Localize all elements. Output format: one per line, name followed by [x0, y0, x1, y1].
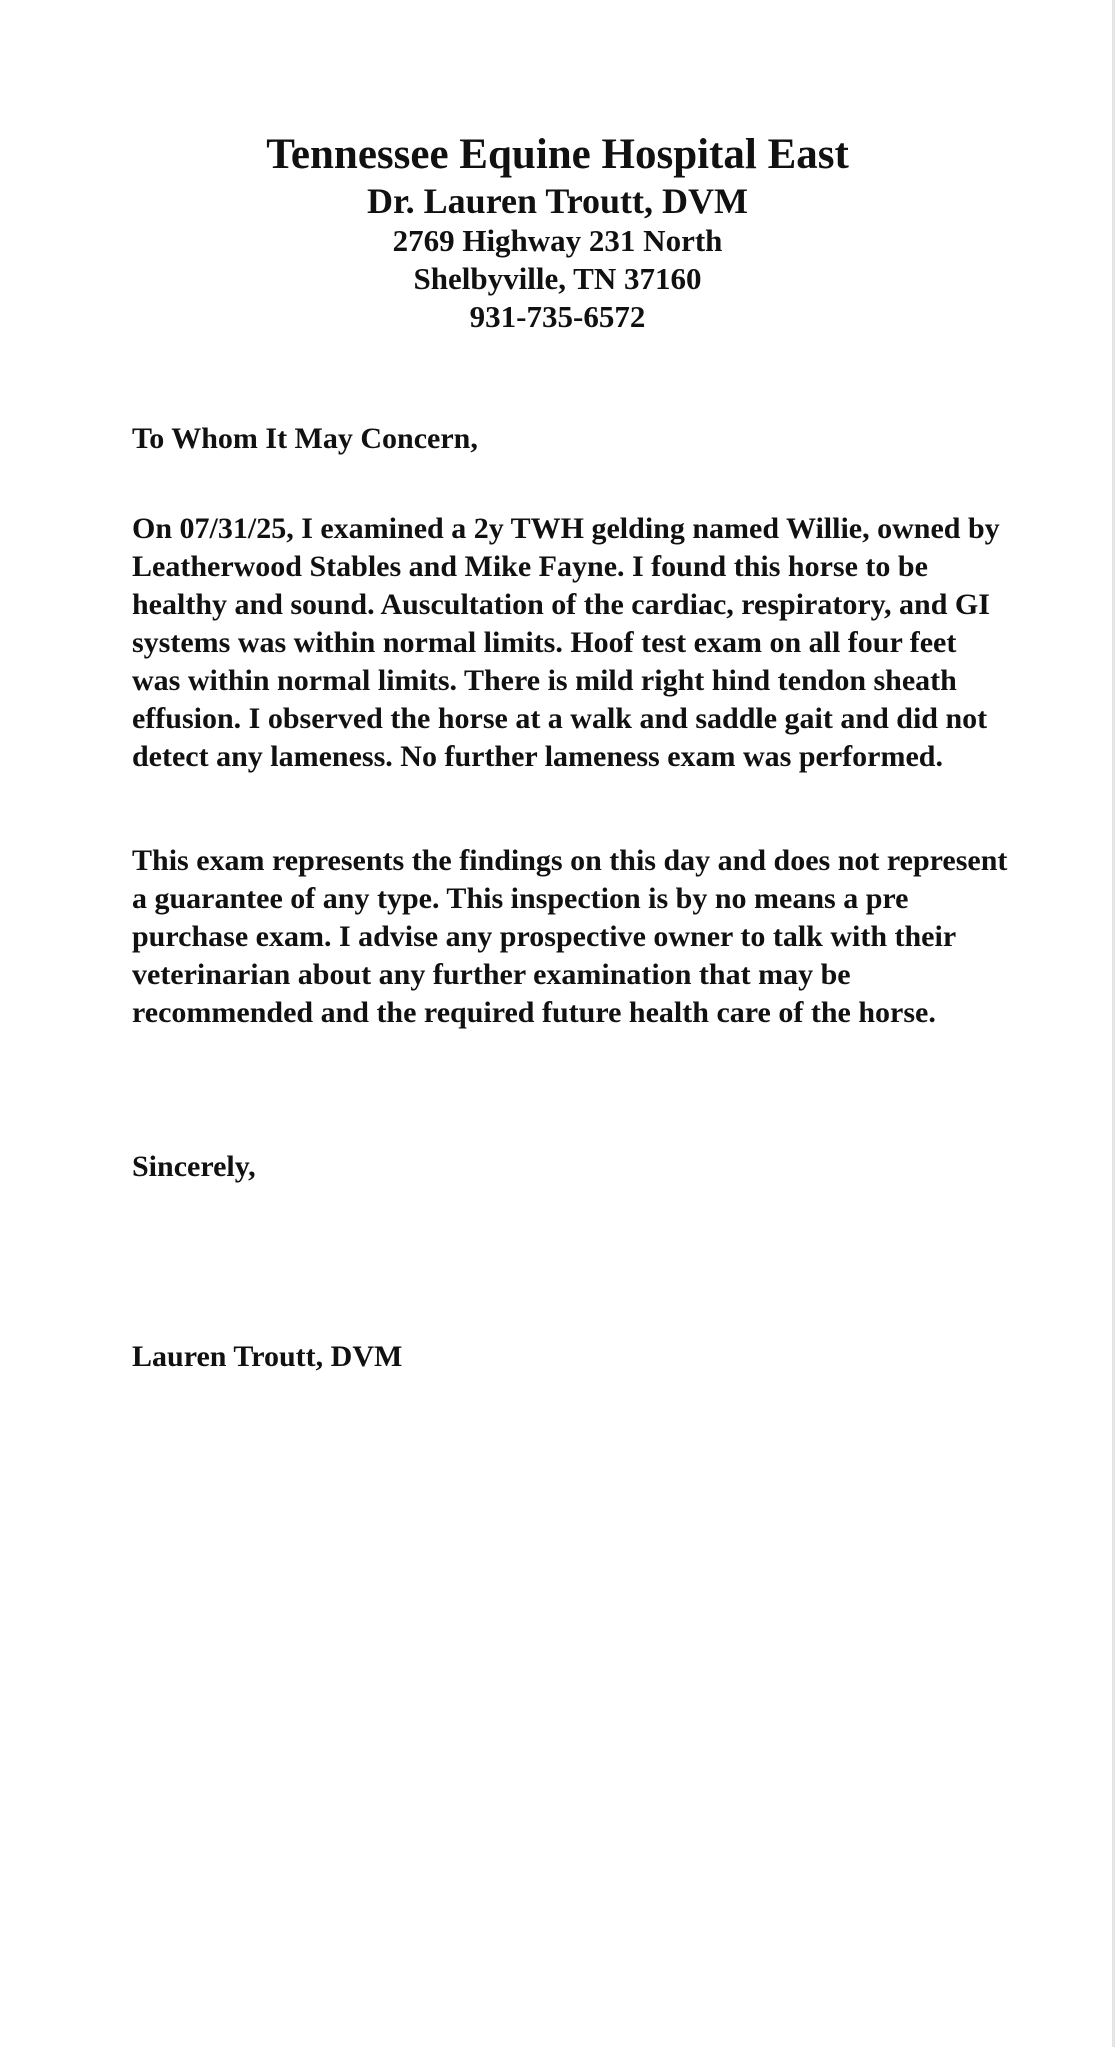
disclaimer-paragraph	[132, 842, 1012, 1032]
disclaimer-text: This exam represents the findings on this day and does not represent a guarantee of any type. This inspection is by no means a pre purchase exam. I advise any prospective owner to talk with their veterinarian about any further examination that may be recommended and the required future health care of the horse.	[132, 844, 1008, 1029]
greeting-text: To Whom It May Concern,	[132, 422, 478, 455]
exam-findings-text: On 07/31/25, I examined a 2y TWH gelding named Willie, owned by Leatherwood Stables and Mike Fayne. I found this horse to be healthy and sound. Auscultation of the cardiac, respiratory, and GI systems was within normal limits. Hoof test exam on all four feet was within normal limits. There is mild right hind tendon sheath effusion. I observed the horse at a walk and saddle gait and did not detect any lameness. No further lameness exam was performed.	[132, 512, 1000, 773]
signature-block	[132, 1338, 1012, 1376]
doctor-name: Dr. Lauren Troutt, DVM	[366, 181, 749, 221]
letterhead	[0, 130, 1115, 336]
signature-name: Lauren Troutt, DVM	[132, 1340, 403, 1373]
closing	[132, 1148, 1012, 1186]
address-line-2: Shelbyville, TN 37160	[413, 261, 702, 296]
exam-findings-paragraph	[132, 510, 1012, 776]
address-line-1: 2769 Highway 231 North	[392, 223, 723, 258]
phone-number: 931-735-6572	[469, 299, 646, 334]
hospital-name: Tennessee Equine Hospital East	[266, 131, 849, 178]
closing-text: Sincerely,	[132, 1150, 256, 1183]
greeting	[132, 420, 1012, 458]
